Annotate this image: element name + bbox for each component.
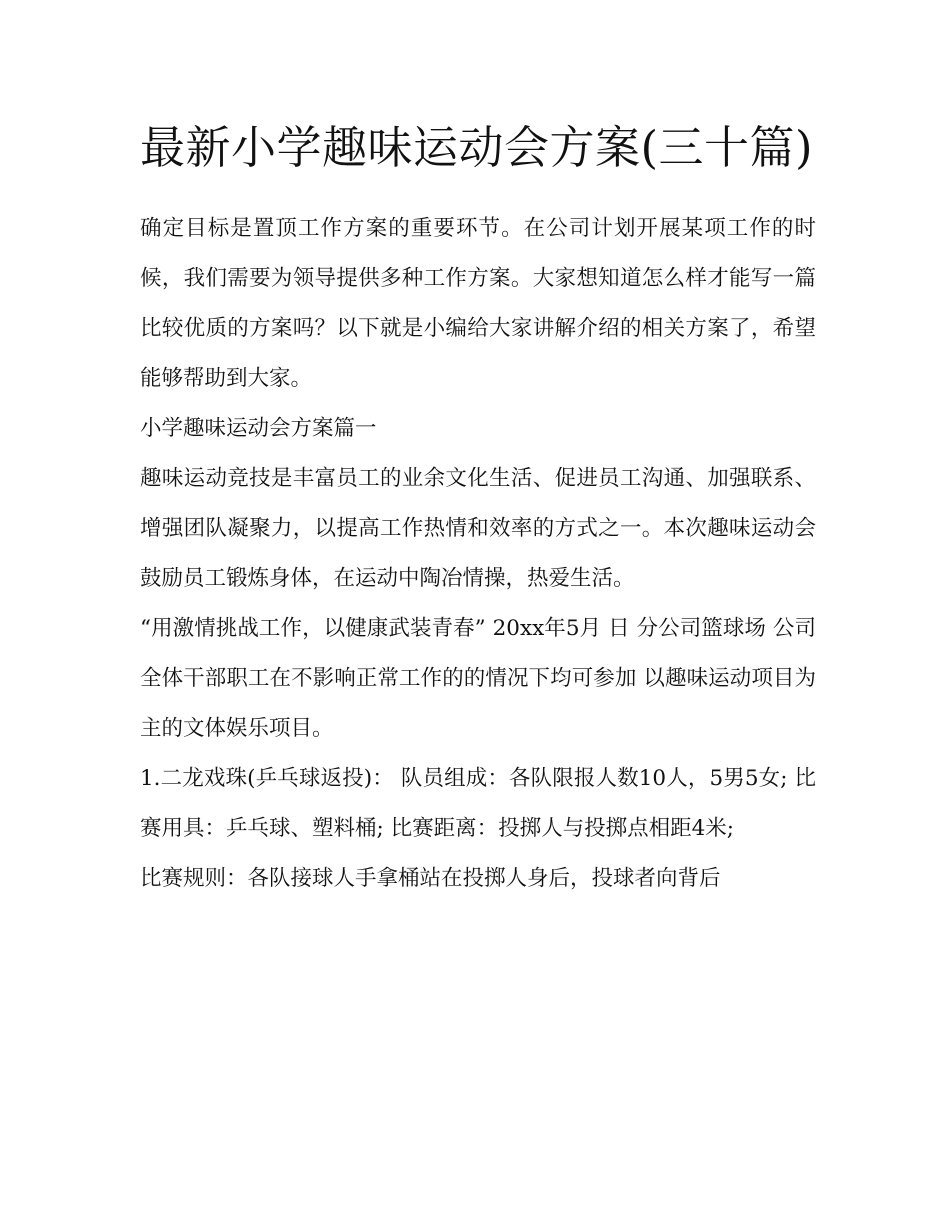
document-page	[140, 112, 816, 904]
rules-paragraph: 比赛规则：各队接球人手拿桶站在投掷人身后，投球者向背后	[140, 866, 721, 891]
document-title: 最新小学趣味运动会方案(三十篇)	[140, 121, 814, 174]
intro-paragraph: 确定目标是置顶工作方案的重要环节。在公司计划开展某项工作的时候，我们需要为领导提供多种工作方案。大家想知道怎么样才能写一篇比较优质的方案吗？以下就是小编给大家讲解介绍的相关方案了，希望能够帮助到大家。	[140, 216, 816, 391]
section-heading: 小学趣味运动会方案篇一	[140, 416, 377, 441]
document-body	[140, 204, 816, 904]
event-info-paragraph: “用激情挑战工作，以健康武装青春” 20xx年5月 日 分公司篮球场 公司全体干部职工在不影响正常工作的的情况下均可参加 以趣味运动项目为主的文体娱乐项目。	[140, 616, 816, 741]
game-one-paragraph: 1.二龙戏珠(乒乓球返投)： 队员组成：各队限报人数10人，5男5女; 比赛用具：乒乓球、塑料桶; 比赛距离：投掷人与投掷点相距4米;	[140, 766, 816, 841]
purpose-paragraph: 趣味运动竞技是丰富员工的业余文化生活、促进员工沟通、加强联系、增强团队凝聚力，以提高工作热情和效率的方式之一。本次趣味运动会鼓励员工锻炼身体，在运动中陶冶情操，热爱生活。	[140, 466, 816, 591]
